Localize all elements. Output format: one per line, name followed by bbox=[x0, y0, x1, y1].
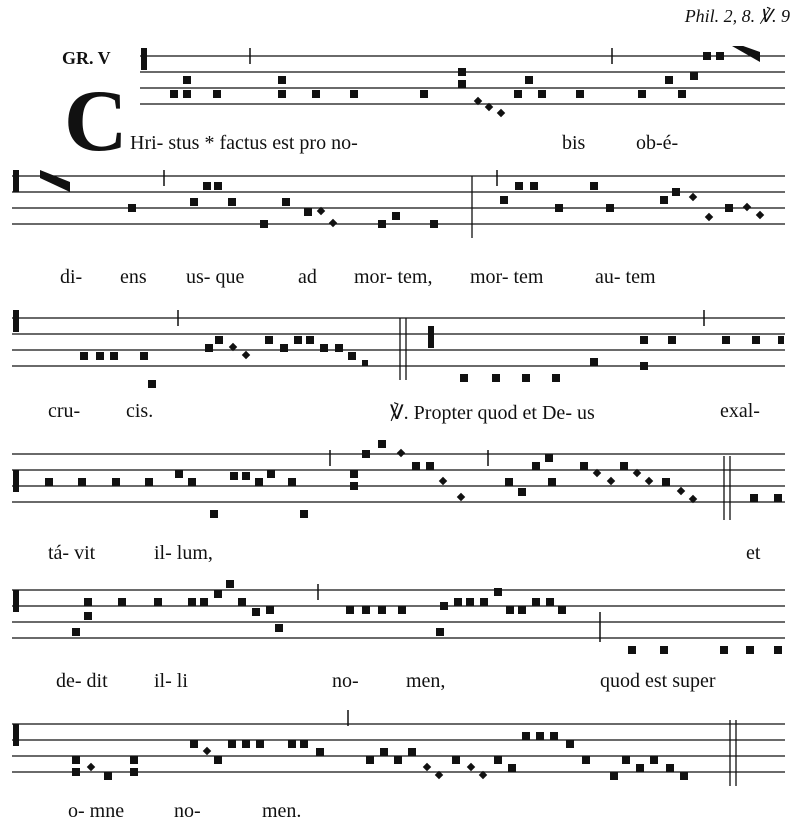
neumes bbox=[45, 440, 782, 518]
scripture-reference: Phil. 2, 8. ℣. 9 bbox=[684, 6, 790, 26]
clef-icon bbox=[141, 48, 147, 70]
lyric-6a: o- mne bbox=[68, 800, 125, 822]
lyric-3a: cru- bbox=[48, 400, 81, 422]
staff-2 bbox=[0, 168, 800, 248]
lyric-2f: mor- tem bbox=[470, 266, 544, 288]
staff-5 bbox=[0, 572, 800, 662]
lyric-6b: no- bbox=[174, 800, 201, 822]
lyric-5a: de- dit bbox=[56, 670, 108, 692]
mode-label: GR. V bbox=[62, 48, 111, 68]
lyric-4c: et bbox=[746, 542, 761, 564]
lyric-6c: men. bbox=[262, 800, 302, 822]
lyric-2a: di- bbox=[60, 266, 83, 288]
lyric-5b: il- li bbox=[154, 670, 188, 692]
lyric-3c: ℣. Propter quod et De- us bbox=[390, 402, 595, 424]
staff-6 bbox=[0, 706, 800, 796]
clef-icon-2 bbox=[428, 326, 434, 348]
lyric-2e: mor- tem, bbox=[354, 266, 433, 288]
lyric-2c: us- que bbox=[186, 266, 245, 288]
staff-1 bbox=[0, 46, 800, 126]
clef-icon bbox=[13, 310, 19, 332]
lyric-5e: quod est super bbox=[600, 670, 716, 692]
lyric-2d: ad bbox=[298, 266, 317, 288]
neumes bbox=[170, 46, 760, 117]
staff-4 bbox=[0, 436, 800, 526]
lyric-3b: cis. bbox=[126, 400, 154, 422]
lyric-5d: men, bbox=[406, 670, 446, 692]
lyric-4b: il- lum, bbox=[154, 542, 213, 564]
lyric-2b: ens bbox=[120, 266, 147, 288]
neumes bbox=[72, 580, 782, 654]
initial-letter: C bbox=[64, 73, 128, 170]
clef-icon bbox=[13, 724, 19, 746]
lyric-2g: au- tem bbox=[595, 266, 656, 288]
lyric-1c: ob-é- bbox=[636, 132, 679, 154]
staff-3 bbox=[0, 300, 800, 390]
lyric-4a: tá- vit bbox=[48, 542, 96, 564]
clef-icon bbox=[13, 170, 19, 192]
lyric-1a: Hri- stus * factus est pro no- bbox=[130, 132, 358, 154]
lyric-5c: no- bbox=[332, 670, 359, 692]
clef-icon bbox=[13, 470, 19, 492]
neumes bbox=[40, 170, 764, 228]
clef-icon bbox=[13, 590, 19, 612]
lyric-1b: bis bbox=[562, 132, 586, 154]
lyric-3d: exal- bbox=[720, 400, 760, 422]
